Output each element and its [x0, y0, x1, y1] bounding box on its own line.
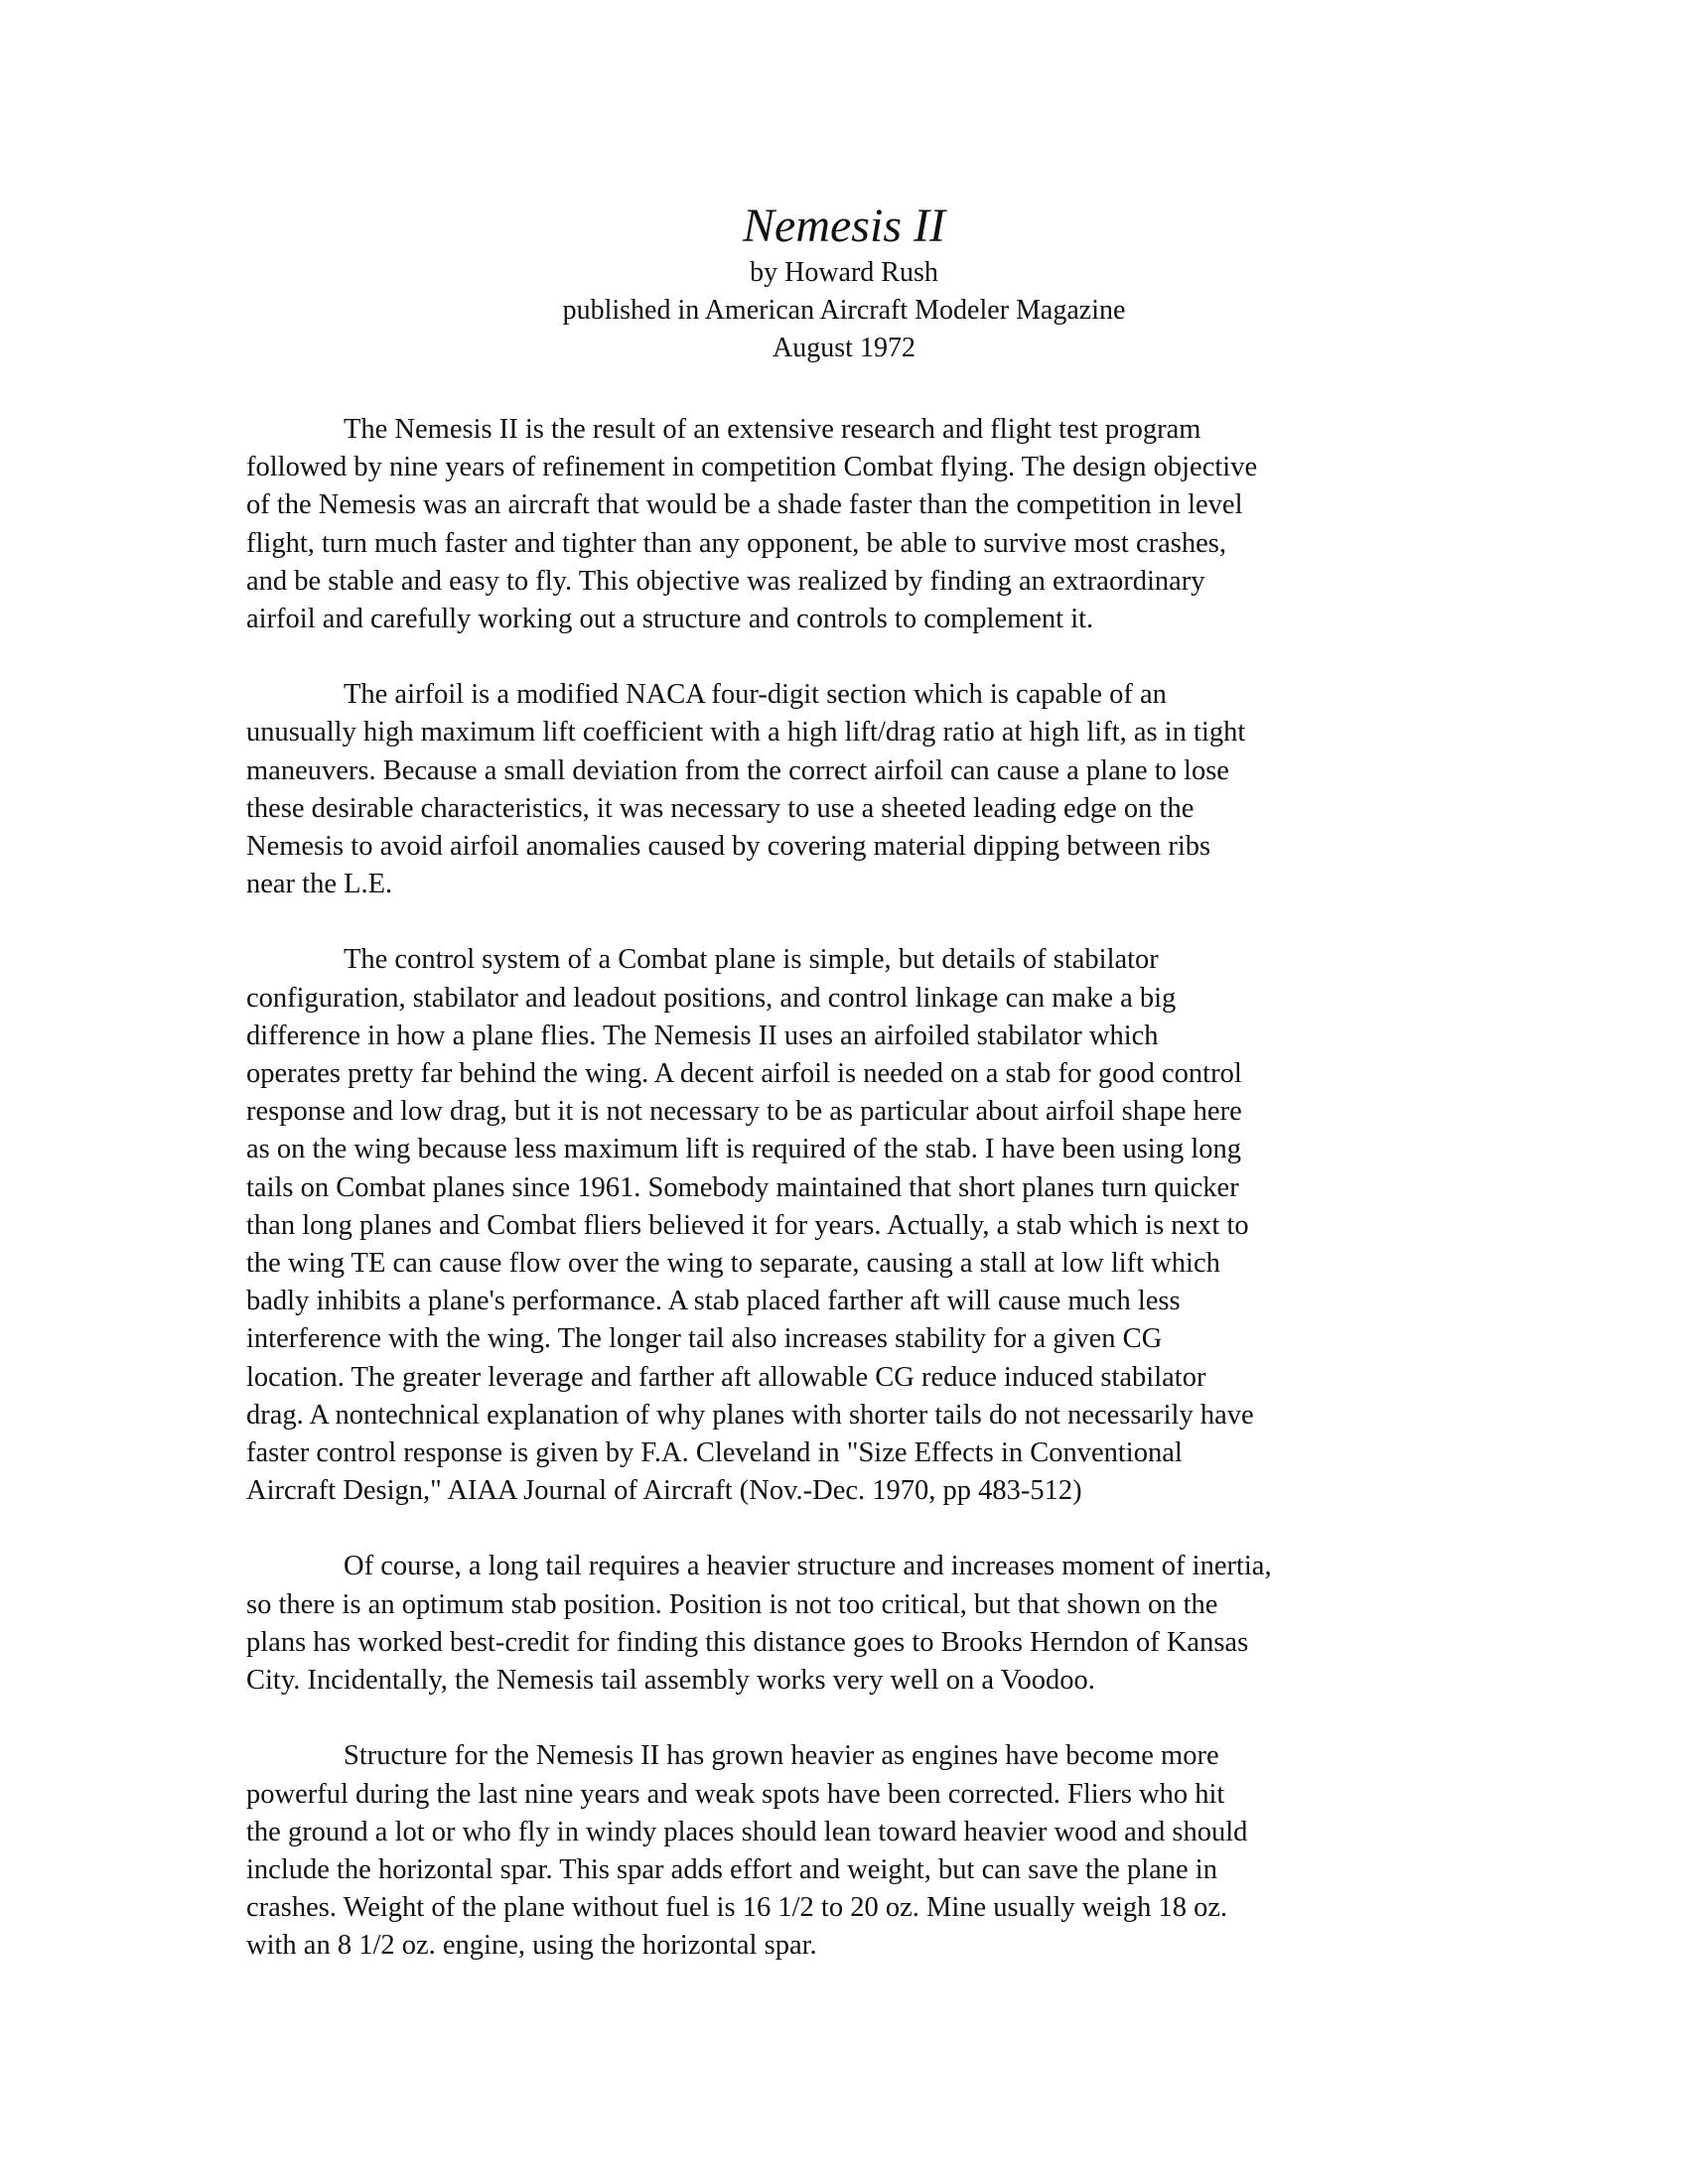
paragraph-line: flight, turn much faster and tighter than any opponent, be able to survive most crashes,	[246, 527, 1226, 559]
paragraph-line: so there is an optimum stab position. Position is not too critical, but that shown on the	[246, 1588, 1218, 1620]
author-line: by Howard Rush	[750, 257, 938, 288]
paragraph-line: location. The greater leverage and farther aft allowable CG reduce induced stabilator	[246, 1361, 1206, 1393]
paragraph-line: crashes. Weight of the plane without fuel is 16 1/2 to 20 oz. Mine usually weigh 18 oz.	[246, 1892, 1228, 1924]
paragraph-line: interference with the wing. The longer tail also increases stability for a given CG	[246, 1323, 1163, 1355]
paragraph	[246, 676, 1468, 903]
paragraph-line: difference in how a plane flies. The Nemesis II uses an airfoiled stabilator which	[246, 1020, 1159, 1051]
paragraph-line: tails on Combat planes since 1961. Somebody maintained that short planes turn quicker	[246, 1171, 1239, 1203]
paragraph-line: these desirable characteristics, it was necessary to use a sheeted leading edge on the	[246, 792, 1195, 824]
article-header	[0, 199, 1688, 367]
paragraph	[246, 941, 1468, 1510]
paragraph-line: operates pretty far behind the wing. A decent airfoil is needed on a stab for good control	[246, 1058, 1242, 1090]
paragraph-line: powerful during the last nine years and weak spots have been corrected. Fliers who hit	[246, 1778, 1225, 1810]
paragraph-line: Nemesis to avoid airfoil anomalies caused by covering material dipping between ribs	[246, 831, 1211, 863]
paragraph-line: faster control response is given by F.A. Cleveland in "Size Effects in Conventional	[246, 1437, 1183, 1469]
paragraph-line: include the horizontal spar. This spar adds effort and weight, but can save the plane in	[246, 1853, 1217, 1885]
paragraph-line: response and low drag, but it is not necessary to be as particular about airfoil shape here	[246, 1096, 1242, 1128]
paragraph-line: Of course, a long tail requires a heavier structure and increases moment of inertia,	[344, 1551, 1272, 1582]
paragraph-line: maneuvers. Because a small deviation from the correct airfoil can cause a plane to lose	[246, 754, 1229, 786]
paragraph-line: of the Nemesis was an aircraft that would be a shade faster than the competition in level	[246, 489, 1243, 521]
date-line: August 1972	[773, 333, 915, 363]
paragraph-line: the ground a lot or who fly in windy places should lean toward heavier wood and should	[246, 1816, 1248, 1847]
paragraph-line: airfoil and carefully working out a structure and controls to complement it.	[246, 604, 1094, 635]
paragraph-line: followed by nine years of refinement in competition Combat flying. The design objective	[246, 452, 1258, 483]
paragraph-line: configuration, stabilator and leadout positions, and control linkage can make a big	[246, 982, 1177, 1014]
paragraph	[246, 1548, 1468, 1700]
publication-line: published in American Aircraft Modeler Magazine	[562, 295, 1126, 326]
paragraph-line: The airfoil is a modified NACA four-digit section which is capable of an	[344, 679, 1167, 711]
article-body	[246, 411, 1468, 2003]
paragraph-line: as on the wing because less maximum lift is required of the stab. I have been using long	[246, 1134, 1242, 1165]
paragraph-line: Aircraft Design," AIAA Journal of Aircraft (Nov.-Dec. 1970, pp 483-512)	[246, 1475, 1082, 1507]
paragraph-line: drag. A nontechnical explanation of why planes with shorter tails do not necessarily have	[246, 1399, 1254, 1431]
paragraph-line: Structure for the Nemesis II has grown heavier as engines have become more	[344, 1740, 1219, 1772]
paragraph-line: near the L.E.	[246, 869, 393, 900]
paragraph-line: unusually high maximum lift coefficient with a high lift/drag ratio at high lift, as in tight	[246, 717, 1246, 749]
paragraph-line: the wing TE can cause flow over the wing to separate, causing a stall at low lift which	[246, 1248, 1220, 1280]
paragraph	[246, 411, 1468, 638]
paragraph	[246, 1737, 1468, 1965]
paragraph-line: with an 8 1/2 oz. engine, using the horizontal spar.	[246, 1930, 817, 1962]
paragraph-line: than long planes and Combat fliers believed it for years. Actually, a stab which is next to	[246, 1209, 1249, 1241]
paragraph-line: badly inhibits a plane's performance. A stab placed farther aft will cause much less	[246, 1286, 1181, 1317]
paragraph-line: plans has worked best-credit for finding this distance goes to Brooks Herndon of Kansas	[246, 1626, 1249, 1658]
paragraph-line: and be stable and easy to fly. This objective was realized by finding an extraordinary	[246, 565, 1205, 597]
paragraph-line: City. Incidentally, the Nemesis tail assembly works very well on a Voodoo.	[246, 1665, 1095, 1697]
article-title: Nemesis II	[743, 200, 945, 252]
paragraph-line: The Nemesis II is the result of an extensive research and flight test program	[344, 414, 1201, 445]
paragraph-line: The control system of a Combat plane is simple, but details of stabilator	[344, 944, 1159, 976]
